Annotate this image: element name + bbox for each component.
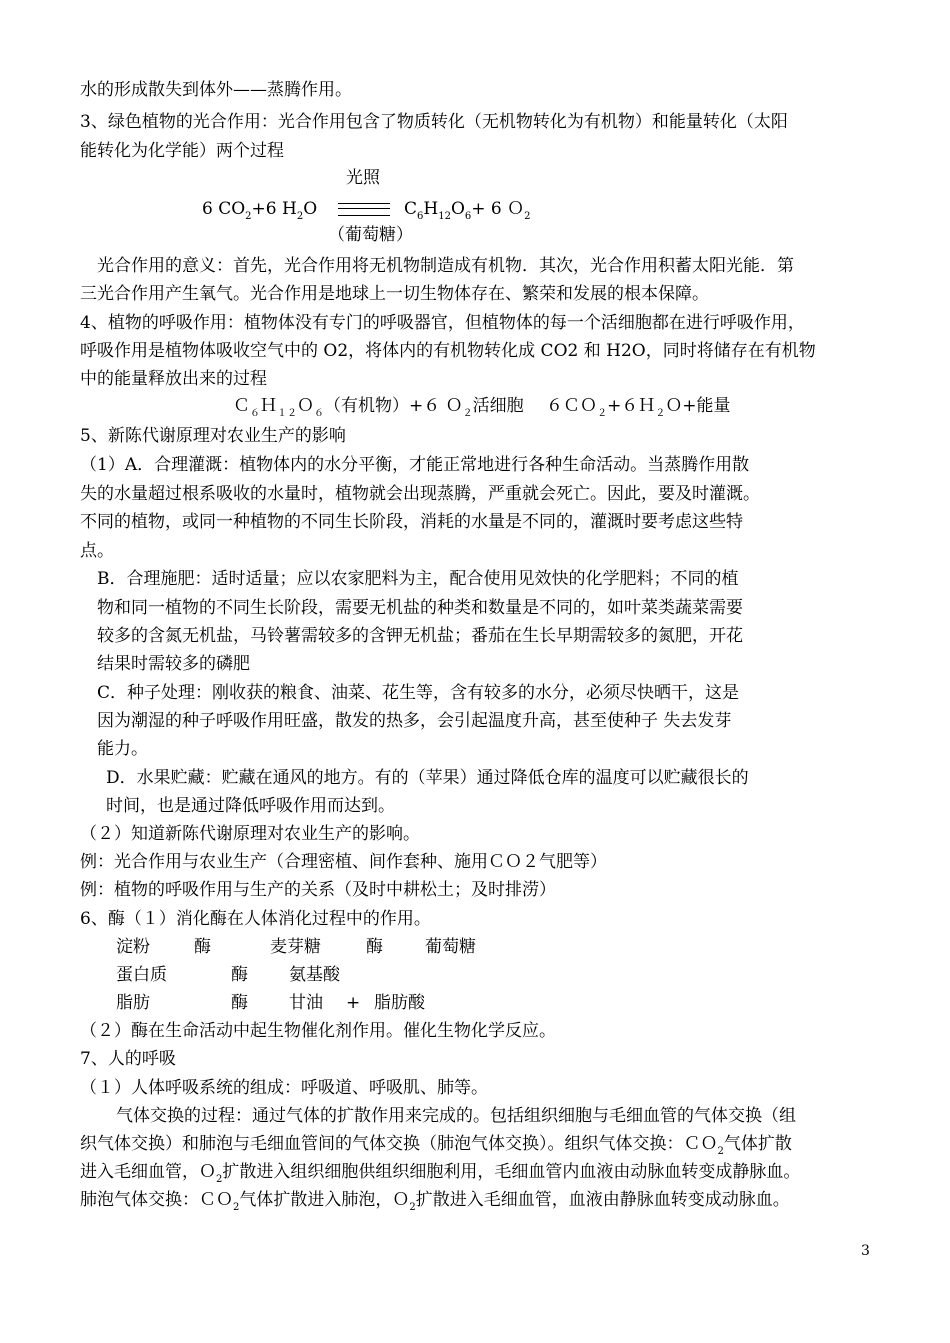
equation-products: $C_6H_{12}O_6+ 6$ Ｏ$_2$ (404, 199, 531, 222)
text-line: C．种子处理：刚收获的粮食、油菜、花生等，含有较多的水分，必须尽快晒干，这是 (97, 683, 740, 703)
equation-arrow-line (338, 208, 390, 209)
text-line: 三光合作用产生氧气。光合作用是地球上一切生物体存在、繁荣和发展的根本保障。 (80, 284, 709, 304)
enzyme-cell: 酶 (231, 993, 248, 1013)
text-line: 织气体交换）和肺泡与毛细血管间的气体交换（肺泡气体交换）。组织气体交换：ＣＯ$_2$气体扩散 (80, 1134, 792, 1157)
text-line: 例：植物的呼吸作用与生产的关系（及时中耕松土；及时排涝） (80, 880, 556, 900)
text-line: 例：光合作用与农业生产（合理密植、间作套种、施用ＣＯ２气肥等） (80, 852, 607, 872)
text-line: 能力。 (97, 739, 148, 759)
text-line: 肺泡气体交换：ＣＯ$_2$气体扩散进入肺泡，Ｏ$_2$扩散进入毛细血管，血液由静脉血转变成动脉血。 (80, 1190, 790, 1213)
section-4-heading: 4、植物的呼吸作用：植物体没有专门的呼吸器官，但植物体的每一个活细胞都在进行呼吸作用， (80, 313, 805, 333)
equation-reactants: 6 $CO_2+6$ $H_2O$ (202, 199, 318, 222)
enzyme-cell: 蛋白质 (116, 965, 167, 985)
page-number: 3 (861, 1243, 870, 1259)
text-line: 较多的含氮无机盐，马铃薯需较多的含钾无机盐；番茄在生长早期需较多的氮肥，开花 (97, 626, 743, 646)
text-line: 呼吸作用是植物体吸收空气中的 O2，将体内的有机物转化成 CO2 和 H2O，同时将储存在有机物 (80, 341, 816, 361)
text-line: 时间，也是通过降低呼吸作用而达到。 (106, 796, 395, 816)
section-7-heading: 7、人的呼吸 (80, 1049, 176, 1069)
enzyme-cell: + (346, 993, 361, 1013)
text-line: 气体交换的过程：通过气体的扩散作用来完成的。包括组织细胞与毛细血管的气体交换（组 (116, 1106, 796, 1126)
text-line: 因为潮湿的种子呼吸作用旺盛，散发的热多，会引起温度升高，甚至使种子 失去发芽 (97, 711, 732, 731)
enzyme-cell: 麦芽糖 (270, 937, 321, 957)
equation-arrow-line (338, 203, 390, 204)
enzyme-cell: 脂肪 (116, 993, 150, 1013)
glucose-label: （葡萄糖） (328, 225, 413, 245)
equation-arrow-line (338, 215, 390, 216)
text-line: 不同的植物，或同一种植物的不同生长阶段，消耗的水量是不同的，灌溉时要考虑这些特 (80, 512, 743, 532)
text-line: 失的水量超过根系吸收的水量时，植物就会出现蒸腾，严重就会死亡。因此，要及时灌溉。 (80, 484, 760, 504)
respiration-equation: Ｃ$_6$Ｈ$_{12}$Ｏ$_6$（有机物）+６ Ｏ$_2$活细胞 ６ＣＯ$_2$+６Ｈ$_2$Ｏ+能量 (233, 396, 731, 419)
enzyme-cell: 酶 (194, 937, 211, 957)
text-line: 点。 (80, 541, 114, 561)
enzyme-cell: 葡萄糖 (425, 937, 476, 957)
enzyme-cell: 淀粉 (116, 937, 150, 957)
text-line: 结果时需较多的磷肥 (97, 654, 250, 674)
text-line: D．水果贮藏：贮藏在通风的地方。有的（苹果）通过降低仓库的温度可以贮藏很长的 (106, 768, 749, 788)
section-3-heading: 3、绿色植物的光合作用：光合作用包含了物质转化（无机物转化为有机物）和能量转化（太阳 (80, 112, 788, 132)
text-line: 物和同一植物的不同生长阶段，需要无机盐的种类和数量是不同的，如叶菜类蔬菜需要 (97, 598, 743, 618)
text-line: （1）A．合理灌溉：植物体内的水分平衡，才能正常地进行各种生命活动。当蒸腾作用散 (80, 455, 750, 475)
enzyme-cell: 脂肪酸 (374, 993, 425, 1013)
text-line: 光合作用的意义：首先，光合作用将无机物制造成有机物．其次，光合作用积蓄太阳光能．第 (97, 256, 794, 276)
text-line: 中的能量释放出来的过程 (80, 369, 267, 389)
text-line: （１）人体呼吸系统的组成：呼吸道、呼吸肌、肺等。 (80, 1078, 488, 1098)
enzyme-cell: 酶 (231, 965, 248, 985)
section-6-heading: 6、酶（１）消化酶在人体消化过程中的作用。 (80, 909, 431, 929)
text-line: （２）知道新陈代谢原理对农业生产的影响。 (80, 824, 420, 844)
text-line: 水的形成散失到体外——蒸腾作用。 (80, 80, 352, 100)
reaction-condition: 光照 (346, 168, 380, 188)
text-line: 进入毛细血管，Ｏ$_2$扩散进入组织细胞供组织细胞利用，毛细血管内血液由动脉血转变成静脉血。 (80, 1162, 801, 1185)
text-line: 能转化为化学能）两个过程 (80, 141, 284, 161)
text-line: B．合理施肥：适时适量；应以农家肥料为主，配合使用见效快的化学肥料；不同的植 (97, 569, 739, 589)
text-line: （２）酶在生命活动中起生物催化剂作用。催化生物化学反应。 (80, 1021, 556, 1041)
section-5-heading: 5、新陈代谢原理对农业生产的影响 (80, 426, 346, 446)
enzyme-cell: 酶 (366, 937, 383, 957)
enzyme-cell: 甘油 (289, 993, 323, 1013)
enzyme-cell: 氨基酸 (289, 965, 340, 985)
